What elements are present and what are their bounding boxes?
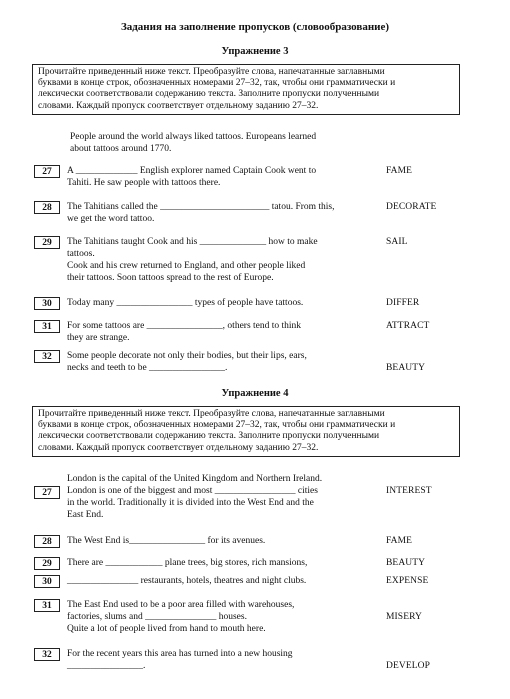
instruction-line: Прочитайте приведенный ниже текст. Преобразуйте слова, напечатанные заглавными bbox=[38, 67, 385, 77]
item-text bbox=[67, 165, 367, 189]
item-line: The Tahitians taught Cook and his ______________ how to make bbox=[67, 237, 318, 247]
item-text bbox=[67, 473, 367, 521]
item-number: 27 bbox=[34, 486, 60, 499]
item-line: we get the word tattoo. bbox=[67, 214, 155, 224]
item-line: There are ____________ plane trees, big stores, rich mansions, bbox=[67, 558, 308, 568]
keyword: DIFFER bbox=[386, 298, 420, 308]
instruction-line: Прочитайте приведенный ниже текст. Преобразуйте слова, напечатанные заглавными bbox=[38, 409, 385, 419]
item-line: they are strange. bbox=[67, 333, 130, 343]
item-line: Tahiti. He saw people with tattoos there. bbox=[67, 178, 221, 188]
item-line: in the world. Traditionally it is divided into the West End and the bbox=[67, 498, 314, 508]
exercise-4-instructions bbox=[32, 406, 460, 457]
item-line: _______________ restaurants, hotels, theatres and night clubs. bbox=[67, 576, 307, 586]
item-text bbox=[67, 575, 367, 587]
keyword: INTEREST bbox=[386, 486, 432, 496]
item-line: Quite a lot of people lived from hand to mouth here. bbox=[67, 624, 266, 634]
item-number: 31 bbox=[34, 320, 60, 333]
item-line: their tattoos. Soon tattoos spread to the rest of Europe. bbox=[67, 273, 274, 283]
item-line: factories, slums and _______________ houses. bbox=[67, 612, 247, 622]
item-line: Some people decorate not only their bodies, but their lips, ears, bbox=[67, 351, 307, 361]
item-line: London is one of the biggest and most _________________ cities bbox=[67, 486, 318, 496]
item-line: ________________. bbox=[67, 661, 146, 671]
item-text bbox=[67, 599, 367, 635]
item-text bbox=[67, 557, 367, 569]
item-number: 29 bbox=[34, 236, 60, 249]
item-number: 30 bbox=[34, 575, 60, 588]
item-line: necks and teeth to be ________________. bbox=[67, 363, 228, 373]
item-number: 28 bbox=[34, 201, 60, 214]
exercise-3-intro bbox=[70, 131, 410, 155]
keyword: MISERY bbox=[386, 612, 422, 622]
instruction-line: лексически соответствовали содержанию текста. Заполните пропуски полученными bbox=[38, 89, 380, 100]
keyword: SAIL bbox=[386, 237, 408, 247]
instruction-line: буквами в конце строк, обозначенных номерами 27–32, так, чтобы они грамматически и bbox=[38, 78, 396, 89]
exercise-4-title: Упражнение 4 bbox=[221, 388, 289, 399]
item-line: The West End is________________ for its avenues. bbox=[67, 536, 266, 546]
item-text bbox=[67, 236, 367, 284]
exercise-3-title: Упражнение 3 bbox=[221, 46, 289, 57]
keyword: BEAUTY bbox=[386, 558, 426, 568]
keyword: BEAUTY bbox=[386, 363, 426, 373]
page-title: Задания на заполнение пропусков (словообразование) bbox=[120, 21, 390, 33]
keyword: ATTRACT bbox=[386, 321, 430, 331]
exercise-3-instructions bbox=[32, 64, 460, 115]
item-number: 32 bbox=[34, 350, 60, 363]
keyword: DECORATE bbox=[386, 202, 437, 212]
item-text bbox=[67, 320, 367, 344]
item-line: London is the capital of the United Kingdom and Northern Ireland. bbox=[67, 474, 323, 484]
item-text bbox=[67, 648, 367, 672]
item-line: Cook and his crew returned to England, and other people liked bbox=[67, 261, 306, 271]
item-number: 27 bbox=[34, 165, 60, 178]
item-number: 31 bbox=[34, 599, 60, 612]
item-line: The Tahitians called the _______________________ tatou. From this, bbox=[67, 202, 335, 212]
instruction-line: словами. Каждый пропуск соответствует отдельному заданию 27–32. bbox=[38, 100, 319, 111]
item-line: tattoos. bbox=[67, 249, 95, 259]
item-line: For the recent years this area has turned into a new housing bbox=[67, 649, 293, 659]
item-line: The East End used to be a poor area filled with warehouses, bbox=[67, 600, 295, 610]
intro-line: People around the world always liked tattoos. Europeans learned bbox=[70, 132, 317, 142]
item-line: A _____________ English explorer named Captain Cook went to bbox=[67, 166, 317, 176]
instruction-line: словами. Каждый пропуск соответствует отдельному заданию 27–32. bbox=[38, 442, 319, 453]
item-line: For some tattoos are ________________, others tend to think bbox=[67, 321, 302, 331]
item-text bbox=[67, 201, 367, 225]
item-line: East End. bbox=[67, 510, 104, 520]
item-number: 28 bbox=[34, 535, 60, 548]
item-line: Today many ________________ types of people have tattoos. bbox=[67, 298, 304, 308]
item-text bbox=[67, 297, 367, 309]
item-number: 29 bbox=[34, 557, 60, 570]
item-number: 30 bbox=[34, 297, 60, 310]
item-text bbox=[67, 350, 367, 374]
intro-line: about tattoos around 1770. bbox=[70, 144, 172, 154]
keyword: FAME bbox=[386, 536, 413, 546]
keyword: DEVELOP bbox=[386, 661, 430, 671]
keyword: FAME bbox=[386, 166, 413, 176]
item-text bbox=[67, 535, 367, 547]
item-number: 32 bbox=[34, 648, 60, 661]
instruction-line: буквами в конце строк, обозначенных номерами 27–32, так, чтобы они грамматически и bbox=[38, 420, 396, 431]
keyword: EXPENSE bbox=[386, 576, 429, 586]
instruction-line: лексически соответствовали содержанию текста. Заполните пропуски полученными bbox=[38, 431, 380, 442]
